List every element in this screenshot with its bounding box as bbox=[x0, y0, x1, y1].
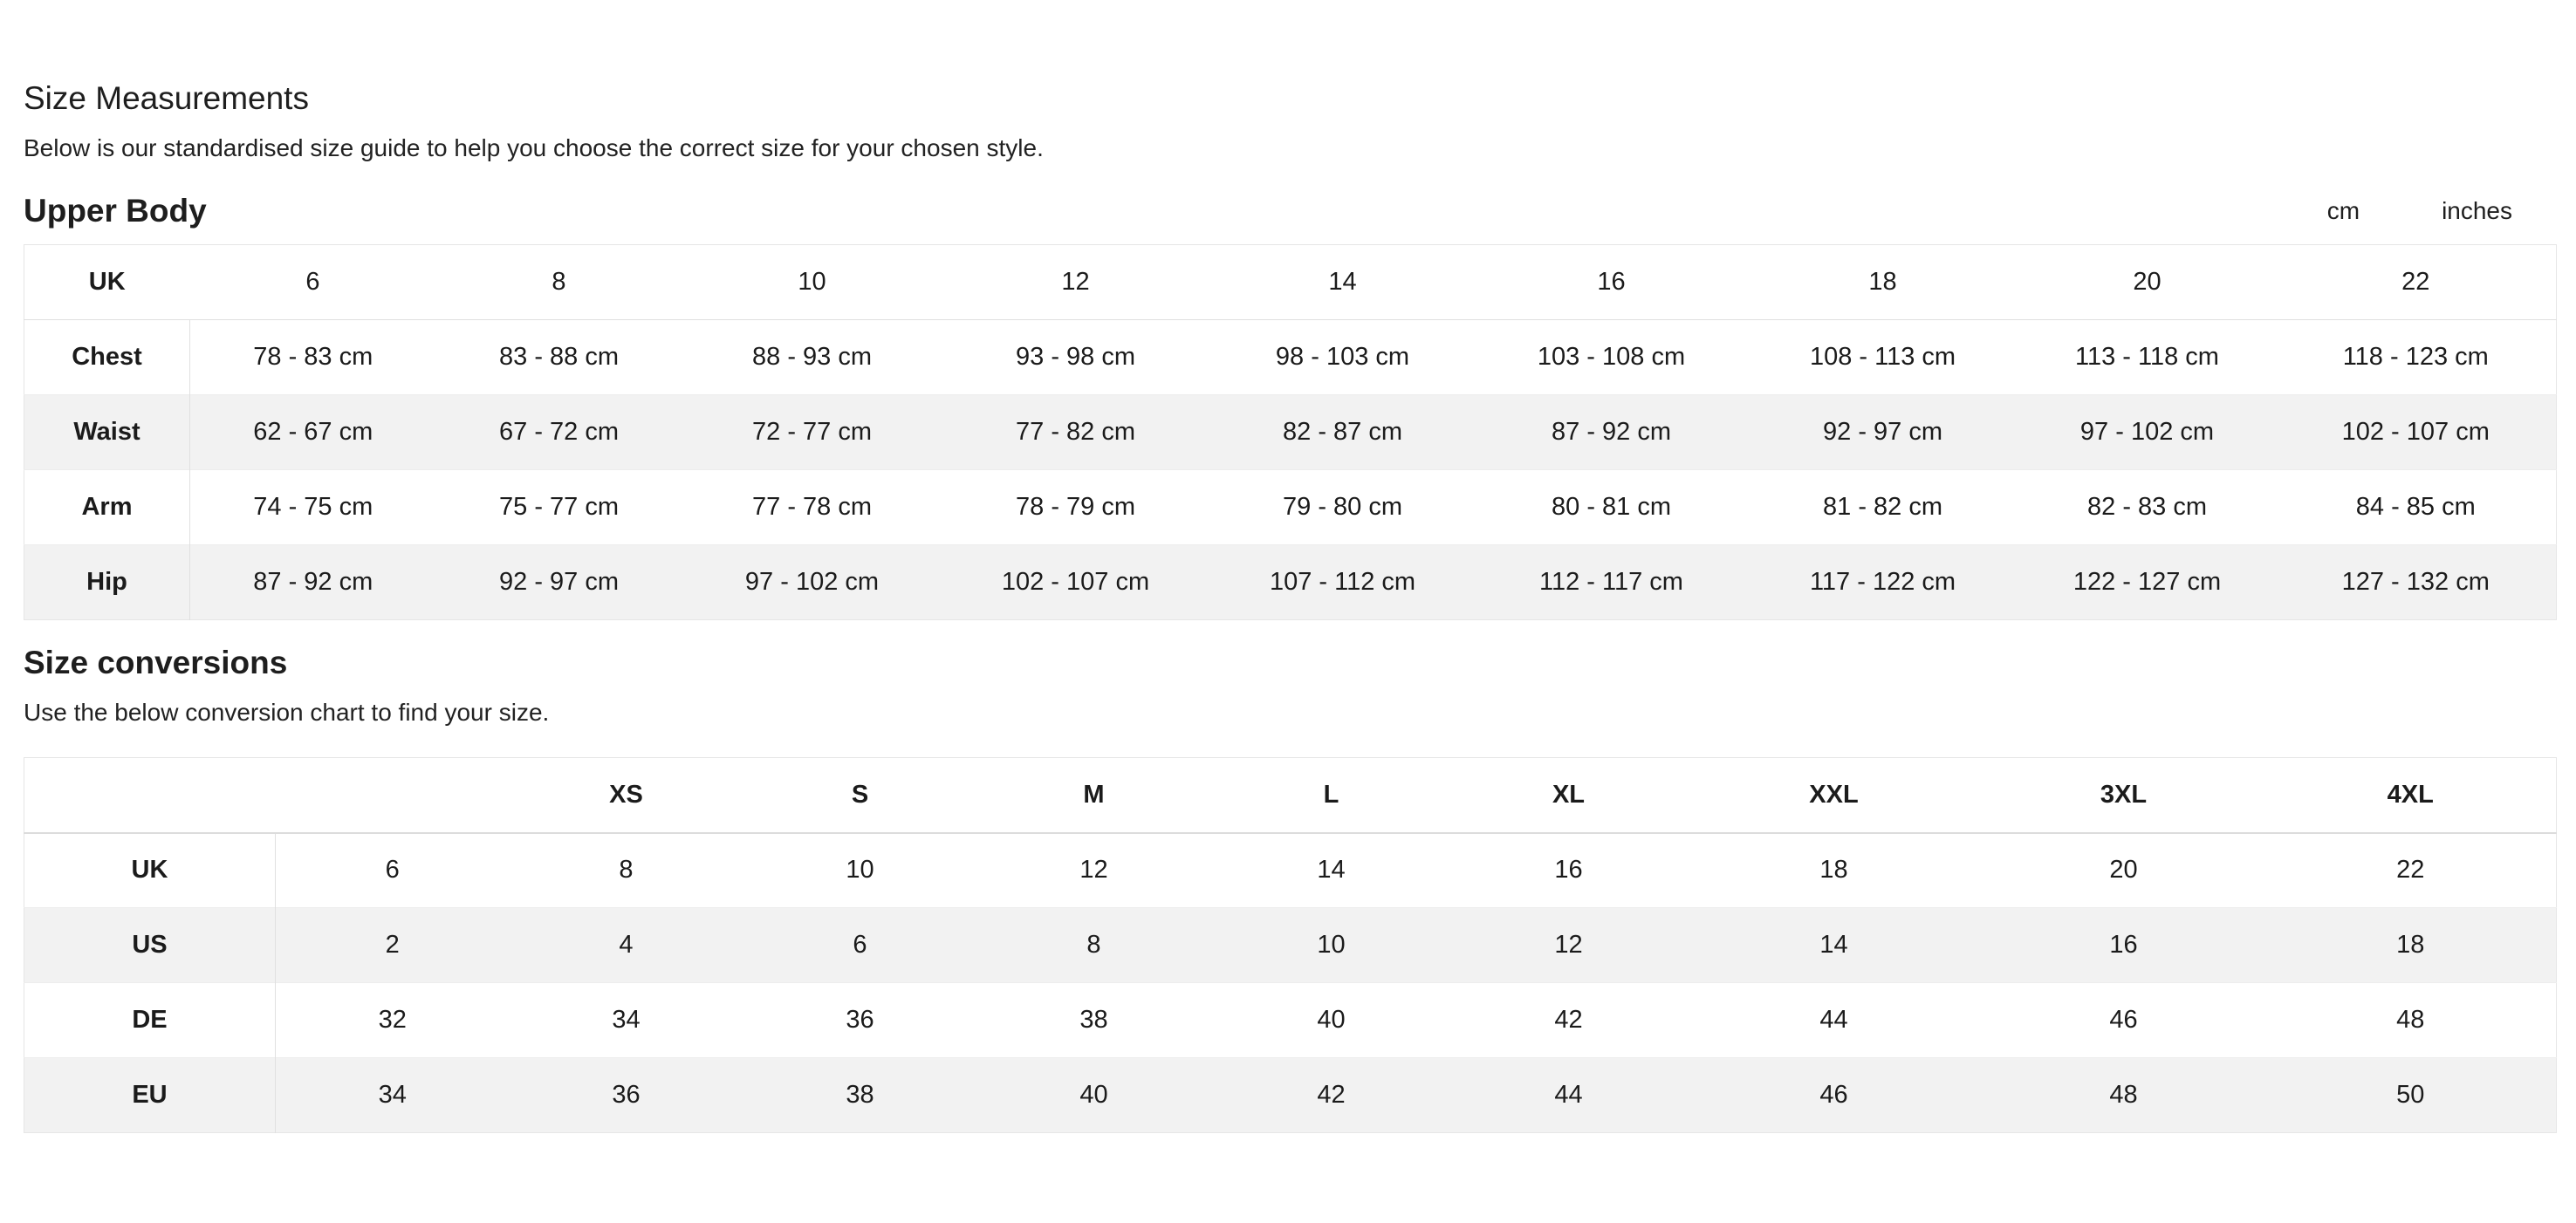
table-cell: 40 bbox=[1079, 1081, 1108, 1109]
table-cell: 78 - 79 cm bbox=[1016, 493, 1135, 521]
size-measurements-title: Size Measurements bbox=[24, 80, 309, 116]
table-cell: 102 - 107 cm bbox=[1001, 568, 1150, 596]
table-cell: 108 - 113 cm bbox=[1809, 343, 1956, 371]
header-cell: L bbox=[1211, 758, 1452, 833]
table-cell: 97 - 102 cm bbox=[2079, 418, 2215, 446]
table-cell: 8 bbox=[1086, 931, 1101, 959]
table-cell: 16 bbox=[1554, 856, 1583, 885]
table-cell: 118 - 123 cm bbox=[2342, 343, 2489, 371]
header-cell: 16 bbox=[1476, 245, 1747, 320]
upper-body-header-row bbox=[24, 245, 2557, 320]
upper-body-title: Upper Body bbox=[24, 193, 207, 229]
size-measurements-description: Below is our standardised size guide to help you choose the correct size for your chosen style. bbox=[24, 134, 1044, 161]
header-cell: UK bbox=[24, 245, 190, 320]
table-cell: 20 bbox=[2109, 856, 2138, 885]
table-cell: 34 bbox=[378, 1081, 407, 1109]
table-cell: 10 bbox=[846, 856, 874, 885]
unit-cm-option[interactable]: cm bbox=[2326, 197, 2360, 224]
table-cell: 44 bbox=[1819, 1006, 1848, 1034]
table-cell: 36 bbox=[612, 1081, 641, 1109]
header-cell: 3XL bbox=[1983, 758, 2265, 833]
table-cell: 62 - 67 cm bbox=[253, 418, 373, 446]
table-cell: 48 bbox=[2109, 1081, 2138, 1109]
table-row bbox=[24, 983, 2557, 1058]
header-cell: XS bbox=[510, 758, 743, 833]
table-cell: 48 bbox=[2396, 1006, 2425, 1034]
row-label: UK bbox=[24, 833, 276, 908]
header-cell: XL bbox=[1452, 758, 1686, 833]
table-cell: 87 - 92 cm bbox=[253, 568, 373, 596]
table-cell: 16 bbox=[2109, 931, 2138, 959]
size-conversions-description: Use the below conversion chart to find your size. bbox=[24, 699, 550, 726]
size-conversions-title: Size conversions bbox=[24, 645, 288, 680]
header-cell: 6 bbox=[190, 245, 436, 320]
table-cell: 46 bbox=[2109, 1006, 2138, 1034]
row-label: Arm bbox=[24, 470, 190, 545]
table-cell: 6 bbox=[385, 856, 400, 885]
header-cell: 18 bbox=[1747, 245, 2019, 320]
table-cell: 117 - 122 cm bbox=[1809, 568, 1956, 596]
header-cell: 10 bbox=[682, 245, 942, 320]
conversions-header-row bbox=[24, 758, 2557, 833]
header-cell: M bbox=[977, 758, 1211, 833]
table-cell: 34 bbox=[612, 1006, 641, 1034]
table-cell: 74 - 75 cm bbox=[253, 493, 373, 521]
table-cell: 6 bbox=[853, 931, 867, 959]
table-cell: 18 bbox=[2396, 931, 2425, 959]
table-cell: 127 - 132 cm bbox=[2341, 568, 2490, 596]
header-cell bbox=[24, 758, 276, 833]
table-cell: 77 - 78 cm bbox=[752, 493, 872, 521]
table-cell: 4 bbox=[619, 931, 634, 959]
table-cell: 77 - 82 cm bbox=[1016, 418, 1135, 446]
table-cell: 98 - 103 cm bbox=[1275, 343, 1410, 371]
table-cell: 46 bbox=[1819, 1081, 1848, 1109]
table-cell: 92 - 97 cm bbox=[1823, 418, 1942, 446]
table-cell: 84 - 85 cm bbox=[2355, 493, 2476, 521]
row-label: Chest bbox=[24, 320, 190, 395]
table-cell: 14 bbox=[1317, 856, 1346, 885]
table-cell: 38 bbox=[1079, 1006, 1108, 1034]
table-cell: 88 - 93 cm bbox=[752, 343, 872, 371]
table-cell: 12 bbox=[1079, 856, 1108, 885]
table-row bbox=[24, 320, 2557, 395]
table-row bbox=[24, 908, 2557, 983]
table-cell: 18 bbox=[1819, 856, 1848, 885]
table-cell: 67 - 72 cm bbox=[499, 418, 619, 446]
table-cell: 12 bbox=[1554, 931, 1583, 959]
row-label: EU bbox=[24, 1058, 276, 1133]
table-cell: 40 bbox=[1317, 1006, 1346, 1034]
table-cell: 102 - 107 cm bbox=[2341, 418, 2490, 446]
table-cell: 107 - 112 cm bbox=[1269, 568, 1416, 596]
table-cell: 10 bbox=[1317, 931, 1346, 959]
table-cell: 50 bbox=[2396, 1081, 2425, 1109]
table-cell: 122 - 127 cm bbox=[2072, 568, 2222, 596]
unit-toggle bbox=[2327, 194, 2512, 229]
table-cell: 42 bbox=[1317, 1081, 1346, 1109]
table-row bbox=[24, 1058, 2557, 1133]
table-row bbox=[24, 833, 2557, 908]
upper-body-table bbox=[24, 244, 2557, 620]
table-cell: 42 bbox=[1554, 1006, 1583, 1034]
table-cell: 82 - 87 cm bbox=[1283, 418, 1402, 446]
header-cell bbox=[276, 758, 510, 833]
table-cell: 82 - 83 cm bbox=[2087, 493, 2207, 521]
table-cell: 79 - 80 cm bbox=[1283, 493, 1402, 521]
table-cell: 2 bbox=[385, 931, 400, 959]
table-cell: 81 - 82 cm bbox=[1823, 493, 1942, 521]
row-label: US bbox=[24, 908, 276, 983]
table-cell: 75 - 77 cm bbox=[499, 493, 619, 521]
table-cell: 32 bbox=[378, 1006, 407, 1034]
row-label: Waist bbox=[24, 395, 190, 470]
header-cell: 20 bbox=[2019, 245, 2276, 320]
unit-inches-option[interactable]: inches bbox=[2442, 197, 2512, 224]
table-cell: 87 - 92 cm bbox=[1552, 418, 1671, 446]
table-row bbox=[24, 395, 2557, 470]
size-conversions-table bbox=[24, 757, 2557, 1133]
header-cell: S bbox=[743, 758, 977, 833]
header-cell: 22 bbox=[2276, 245, 2557, 320]
table-cell: 72 - 77 cm bbox=[752, 418, 872, 446]
table-cell: 80 - 81 cm bbox=[1552, 493, 1671, 521]
table-cell: 78 - 83 cm bbox=[253, 343, 373, 371]
table-cell: 44 bbox=[1554, 1081, 1583, 1109]
table-cell: 97 - 102 cm bbox=[744, 568, 880, 596]
table-cell: 8 bbox=[619, 856, 634, 885]
table-cell: 113 - 118 cm bbox=[2075, 343, 2219, 371]
row-label: Hip bbox=[24, 545, 190, 620]
table-row bbox=[24, 545, 2557, 620]
header-cell: 12 bbox=[942, 245, 1209, 320]
header-cell: 4XL bbox=[2265, 758, 2557, 833]
table-cell: 38 bbox=[846, 1081, 874, 1109]
table-cell: 103 - 108 cm bbox=[1537, 343, 1686, 371]
table-cell: 14 bbox=[1819, 931, 1848, 959]
table-cell: 92 - 97 cm bbox=[499, 568, 619, 596]
header-cell: 14 bbox=[1209, 245, 1476, 320]
header-cell: XXL bbox=[1686, 758, 1983, 833]
header-cell: 8 bbox=[436, 245, 682, 320]
table-cell: 22 bbox=[2396, 856, 2425, 885]
table-cell: 93 - 98 cm bbox=[1016, 343, 1135, 371]
table-cell: 36 bbox=[846, 1006, 874, 1034]
table-cell: 83 - 88 cm bbox=[499, 343, 619, 371]
table-row bbox=[24, 470, 2557, 545]
row-label: DE bbox=[24, 983, 276, 1058]
table-cell: 112 - 117 cm bbox=[1539, 568, 1683, 596]
